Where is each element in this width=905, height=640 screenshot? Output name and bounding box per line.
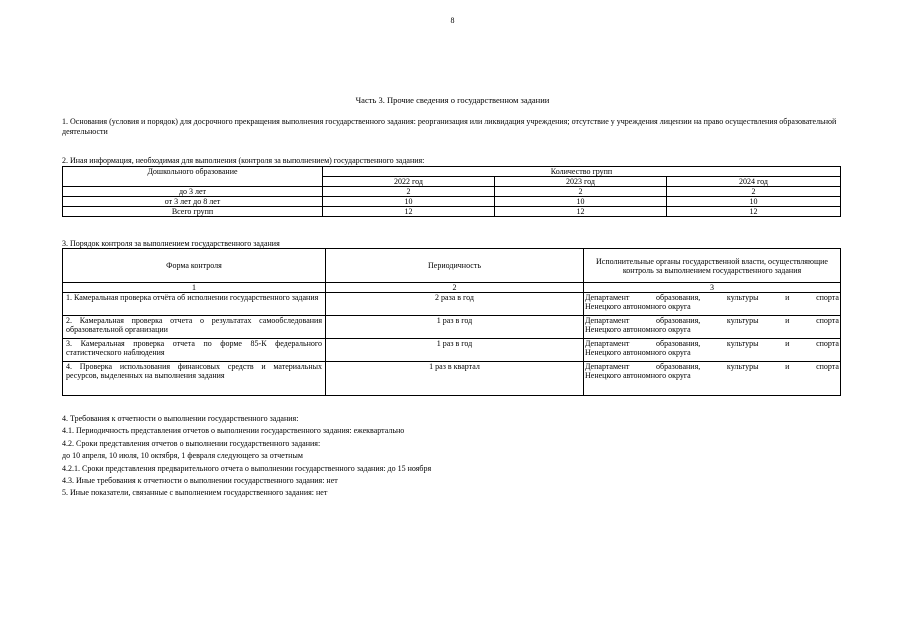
control-form-header: Форма контроля [63, 249, 326, 283]
requirement-line: 4. Требования к отчетности о выполнении государственного задания: [62, 414, 299, 423]
cell-value: 10 [667, 197, 841, 207]
cell-value: 12 [667, 207, 841, 217]
groups-col1-header: Дошкольного образование [63, 167, 323, 187]
control-form: 3. Камеральная проверка отчета по форме 85-К федерального статистического наблюдения [63, 339, 326, 362]
requirement-line: 5. Иные показатели, связанные с выполнением государственного задания: нет [62, 488, 328, 498]
requirement-line: 4.2.1. Сроки представления предварительного отчета о выполнении государственного задания: до 15 ноября [62, 463, 432, 473]
periodicity: 1 раз в год [326, 339, 584, 362]
cell-value: 2 [667, 187, 841, 197]
requirement-line: 4.3. Иные требования к отчетности о выполнении государственного задания: нет [62, 475, 338, 485]
control-form: 2. Камеральная проверка отчета о результатах самообследования образовательной организации [63, 316, 326, 339]
requirement-line: до 10 апреля, 10 июля, 10 октября, 1 февраля следующего за отчетным [62, 451, 303, 461]
reporting-requirements [62, 413, 842, 500]
cell-value: 2 [323, 187, 495, 197]
authority: Департамент образования, культуры и спорта Ненецкого автономного округа [584, 316, 841, 339]
table-row [63, 293, 841, 316]
requirement-line: 4.2. Сроки представления отчетов о выполнении государственного задания: [62, 438, 321, 448]
row-label: от 3 лет до 8 лет [63, 197, 323, 207]
year-header: 2022 год [323, 177, 495, 187]
cell-value: 10 [323, 197, 495, 207]
cell-value: 12 [323, 207, 495, 217]
part-title: Часть 3. Прочие сведения о государственном задании [355, 95, 550, 105]
column-number: 1 [63, 283, 326, 293]
periodicity: 1 раз в год [326, 316, 584, 339]
groups-table [62, 166, 841, 217]
periodicity: 1 раз в квартал [326, 362, 584, 396]
section-3-heading: 3. Порядок контроля за выполнением государственного задания [62, 239, 280, 248]
cell-value: 12 [495, 207, 667, 217]
table-row [63, 187, 841, 197]
table-row [63, 316, 841, 339]
authority: Департамент образования, культуры и спорта Ненецкого автономного округа [584, 339, 841, 362]
row-label: Всего групп [63, 207, 323, 217]
periodicity-header: Периодичность [326, 249, 584, 283]
year-header: 2024 год [667, 177, 841, 187]
cell-value: 10 [495, 197, 667, 207]
table-row [63, 339, 841, 362]
section-2-heading: 2. Иная информация, необходимая для выполнения (контроля за выполнением) государственного задания: [62, 156, 425, 165]
year-header: 2023 год [495, 177, 667, 187]
control-form: 4. Проверка использования финансовых средств и материальных ресурсов, выделенных на выполнения задания [63, 362, 326, 396]
authority: Департамент образования, культуры и спорта Ненецкого автономного округа [584, 362, 841, 396]
authority: Департамент образования, культуры и спорта Ненецкого автономного округа [584, 293, 841, 316]
table-row [63, 197, 841, 207]
periodicity: 2 раза в год [326, 293, 584, 316]
column-number: 3 [584, 283, 841, 293]
row-label: до 3 лет [63, 187, 323, 197]
cell-value: 2 [495, 187, 667, 197]
control-table [62, 248, 841, 396]
table-row [63, 362, 841, 396]
table-row [63, 207, 841, 217]
control-form: 1. Камеральная проверка отчёта об исполнении государственного задания [63, 293, 326, 316]
groups-count-header: Количество групп [323, 167, 841, 177]
requirement-line: 4.1. Периодичность представления отчетов о выполнении государственного задания: ежеквартально [62, 426, 405, 436]
section-1-text: 1. Основания (условия и порядок) для досрочного прекращения выполнения государственного задания: реорганизация или ликвидация учреждения; отсутствие у учреждения лицензии на право осуществления образовательной деятельности [62, 117, 837, 136]
page-number: 8 [450, 16, 455, 25]
authority-header: Исполнительные органы государственной власти, осуществляющие контроль за выполнением государственного задания [584, 249, 841, 283]
column-number: 2 [326, 283, 584, 293]
